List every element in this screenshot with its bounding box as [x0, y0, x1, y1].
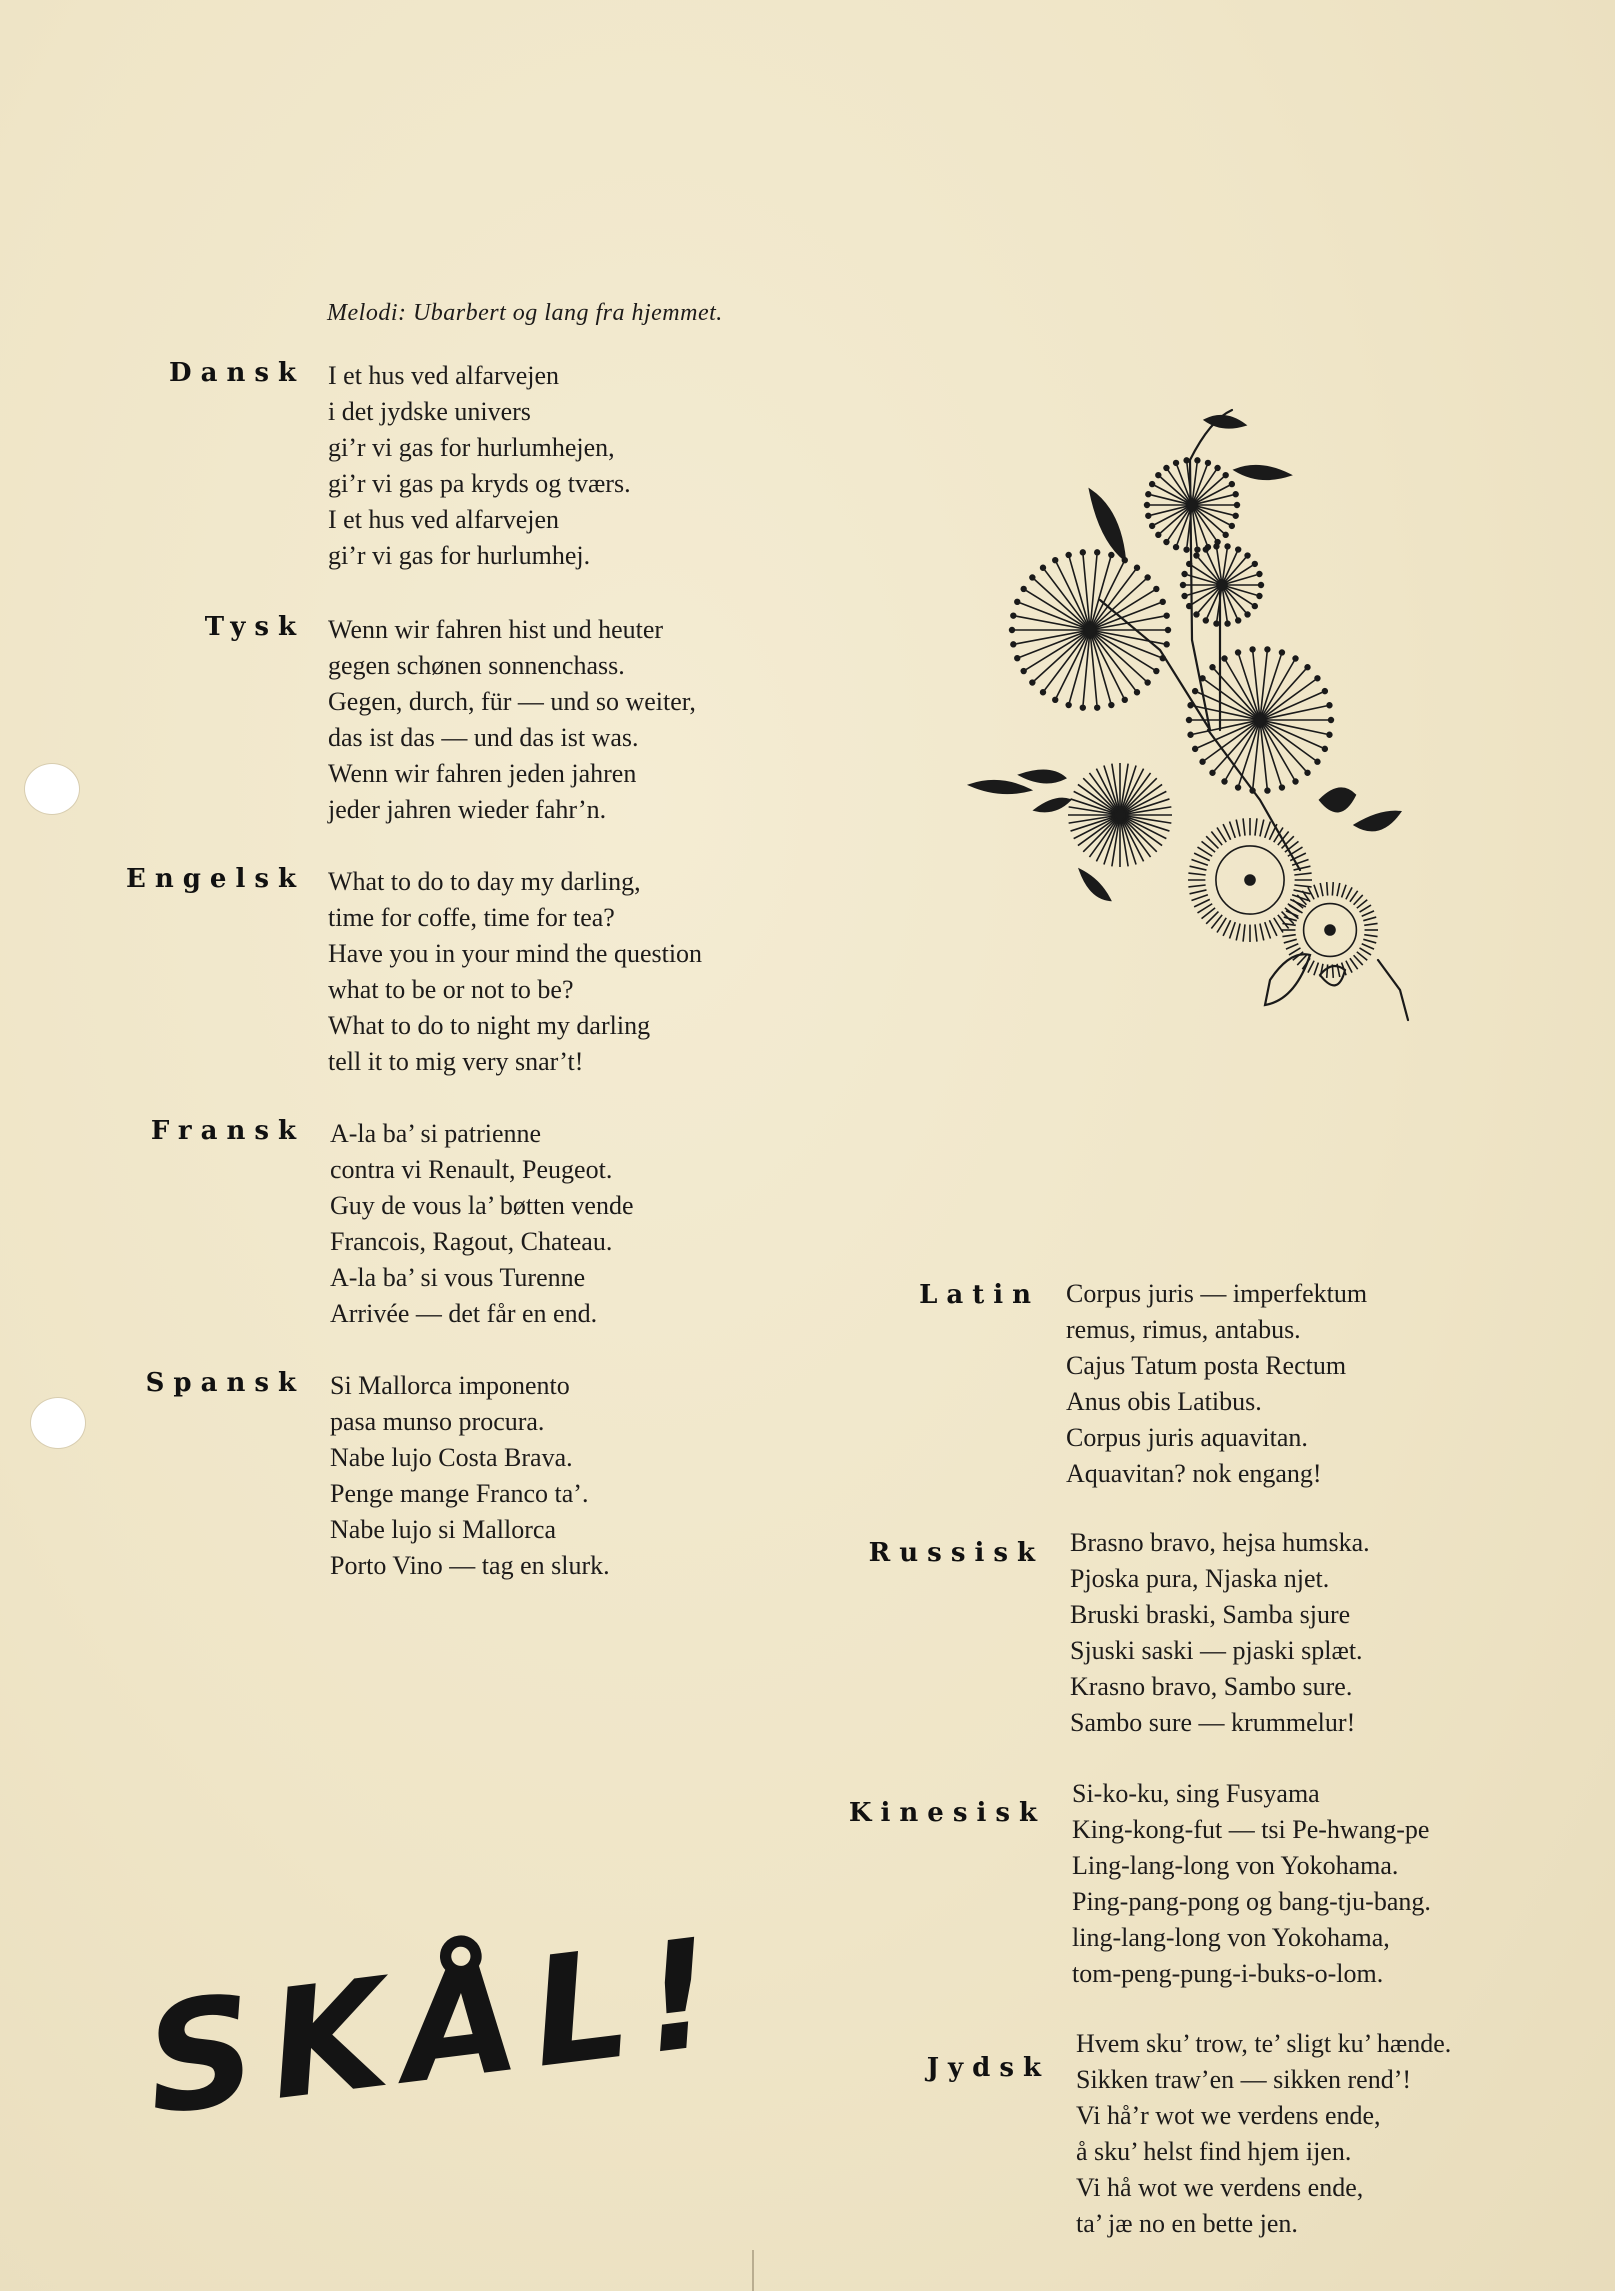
punch-hole-bottom: [30, 1397, 86, 1449]
verse-line: gi’r vi gas pa kryds og tværs.: [328, 469, 631, 498]
verse-line: Nabe lujo Costa Brava.: [330, 1443, 573, 1472]
verse-line: Pjoska pura, Njaska njet.: [1070, 1564, 1330, 1593]
verse-line: Cajus Tatum posta Rectum: [1066, 1351, 1347, 1380]
verse-line: remus, rimus, antabus.: [1066, 1315, 1301, 1344]
verse-line: Krasno bravo, Sambo sure.: [1070, 1672, 1353, 1701]
verse-line: ta’ jæ no en bette jen.: [1076, 2209, 1298, 2238]
verse-line: King-kong-fut — tsi Pe-hwang-pe: [1072, 1815, 1430, 1844]
verse-line: å sku’ helst find hjem ijen.: [1076, 2137, 1352, 2166]
verse-line: I et hus ved alfarvejen: [328, 361, 560, 390]
verse-line: What to do to day my darling,: [328, 867, 641, 896]
verse-line: what to be or not to be?: [328, 975, 574, 1004]
verse-language-label: Dansk: [169, 358, 305, 388]
verse-line: Penge mange Franco ta’.: [330, 1479, 589, 1508]
verse-line: Corpus juris — imperfektum: [1066, 1279, 1368, 1308]
verse-line: Si-ko-ku, sing Fusyama: [1072, 1779, 1320, 1808]
verse-line: Guy de vous la’ bøtten vende: [330, 1191, 634, 1220]
verse-line: pasa munso procura.: [330, 1407, 545, 1436]
verse-language-label: Russisk: [868, 1538, 1044, 1568]
verse-line: Nabe lujo si Mallorca: [330, 1515, 556, 1544]
verse-line: Sambo sure — krummelur!: [1070, 1708, 1356, 1737]
verse-language-label: Tysk: [204, 612, 305, 642]
flower-bouquet-illustration: [960, 400, 1440, 1060]
verse-line: tom-peng-pung-i-buks-o-lom.: [1072, 1959, 1384, 1988]
verse-language-label: Latin: [919, 1280, 1040, 1310]
verse-language-label: Engelsk: [126, 864, 305, 894]
verse-line: Porto Vino — tag en slurk.: [330, 1551, 610, 1580]
verse-line: A-la ba’ si patrienne: [330, 1119, 542, 1148]
verse-line: Wenn wir fahren hist und heuter: [328, 615, 664, 644]
verse-line: Brasno bravo, hejsa humska.: [1070, 1528, 1370, 1557]
verse-language-label: Jydsk: [926, 2053, 1050, 2083]
verse-line: time for coffe, time for tea?: [328, 903, 615, 932]
verse-line: jeder jahren wieder fahr’n.: [328, 795, 607, 824]
verse-line: Arrivée — det får en end.: [330, 1299, 598, 1328]
verse-line: A-la ba’ si vous Turenne: [330, 1263, 586, 1292]
verse-line: Anus obis Latibus.: [1066, 1387, 1262, 1416]
verse-line: gi’r vi gas for hurlumhejen,: [328, 433, 615, 462]
verse-line: gegen schønen sonnenchass.: [328, 651, 625, 680]
melody-note: Melodi: Ubarbert og lang fra hjemmet.: [327, 300, 723, 326]
verse-line: Bruski braski, Samba sjure: [1070, 1600, 1351, 1629]
verse-line: Wenn wir fahren jeden jahren: [328, 759, 637, 788]
verse-language-label: Kinesisk: [848, 1798, 1046, 1828]
verse-line: Ling-lang-long von Yokohama.: [1072, 1851, 1399, 1880]
verse-language-label: Fransk: [150, 1116, 305, 1146]
verse-line: Vi hå wot we verdens ende,: [1076, 2173, 1364, 2202]
verse-line: tell it to mig very snar’t!: [328, 1047, 584, 1076]
verse-language-label: Spansk: [145, 1368, 305, 1398]
verse-line: Hvem sku’ trow, te’ sligt ku’ hænde.: [1076, 2029, 1452, 2058]
verse-line: Aquavitan? nok engang!: [1066, 1459, 1322, 1488]
verse-line: Ping-pang-pong og bang-tju-bang.: [1072, 1887, 1431, 1916]
verse-line: Sjuski saski — pjaski splæt.: [1070, 1636, 1363, 1665]
paper-fold-line: [752, 2250, 754, 2291]
closing-toast: SKÅL!: [136, 1905, 739, 2149]
verse-line: What to do to night my darling: [328, 1011, 651, 1040]
verse-line: I et hus ved alfarvejen: [328, 505, 560, 534]
verse-line: Vi hå’r wot we verdens ende,: [1076, 2101, 1381, 2130]
verse-line: Si Mallorca imponento: [330, 1371, 570, 1400]
punch-hole-top: [24, 763, 80, 815]
verse-line: das ist das — und das ist was.: [328, 723, 639, 752]
verse-line: i det jydske univers: [328, 397, 531, 426]
verse-line: Corpus juris aquavitan.: [1066, 1423, 1308, 1452]
verse-line: gi’r vi gas for hurlumhej.: [328, 541, 591, 570]
verse-line: Francois, Ragout, Chateau.: [330, 1227, 613, 1256]
verse-line: ling-lang-long von Yokohama,: [1072, 1923, 1390, 1952]
verse-line: contra vi Renault, Peugeot.: [330, 1155, 613, 1184]
verse-line: Gegen, durch, für — und so weiter,: [328, 687, 696, 716]
verse-line: Sikken traw’en — sikken rend’!: [1076, 2065, 1412, 2094]
verse-line: Have you in your mind the question: [328, 939, 703, 968]
